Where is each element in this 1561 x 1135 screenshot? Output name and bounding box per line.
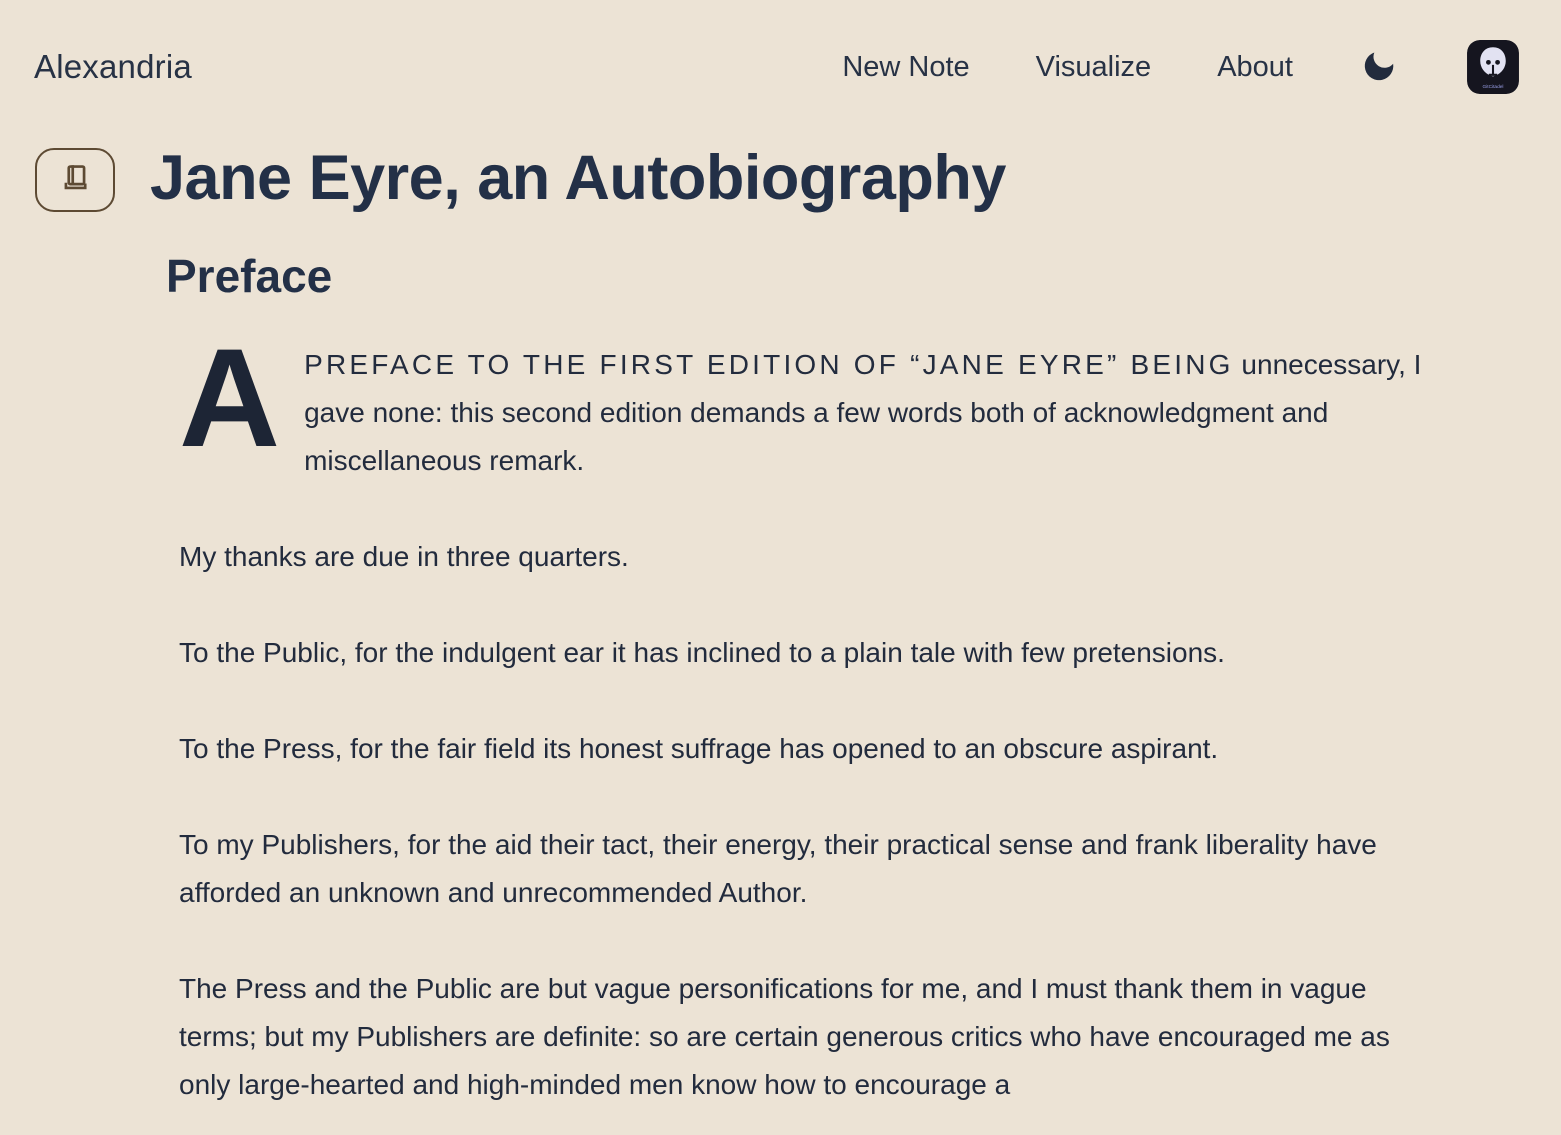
paragraph: To the Press, for the fair field its honest suffrage has opened to an obscure aspirant. [179,733,1219,765]
nav-visualize[interactable]: Visualize [1035,50,1152,83]
paragraph: To the Public, for the indulgent ear it has inclined to a plain tale with few pretensions. [179,637,1225,669]
top-bar [0,0,1561,100]
gitcitadel-logo-icon [1467,40,1519,94]
main-nav [842,40,1519,94]
paragraph: To my Publishers, for the aid their tact, their energy, their practical sense and frank liberality have afforded an unknown and unrecommended Author. [179,829,1377,909]
book-icon [58,162,92,199]
profile-avatar[interactable] [1467,40,1519,94]
document-title: Jane Eyre, an Autobiography [150,143,1006,213]
lead-rest: unnecessary, I gave none: this second edition demands a few words both of acknowledgment and miscellaneous remark. [304,349,1422,477]
lead-paragraph [179,319,1429,485]
moon-icon [1360,47,1398,88]
drop-cap: A [179,319,281,477]
nav-new-note[interactable]: New Note [842,50,970,83]
app-logo-text[interactable]: Alexandria [34,48,192,85]
reader-content [0,100,1561,1109]
book-view-button[interactable] [35,148,115,212]
preface-text [179,319,1429,1109]
lead-smallcaps: PREFACE TO THE FIRST EDITION OF “JANE EYRE” BEING [304,349,1234,381]
section-heading: Preface [166,250,333,303]
svg-text:GitCitadel: GitCitadel [1482,84,1504,90]
paragraph: The Press and the Public are but vague personifications for me, and I must thank them in vague terms; but my Publishers are definite: so are certain generous critics who have encouraged me as only large-hearted and high-minded men know how to encourage a [179,973,1390,1101]
nav-about[interactable]: About [1217,50,1293,83]
paragraph: My thanks are due in three quarters. [179,541,629,573]
theme-toggle-button[interactable] [1359,47,1399,87]
